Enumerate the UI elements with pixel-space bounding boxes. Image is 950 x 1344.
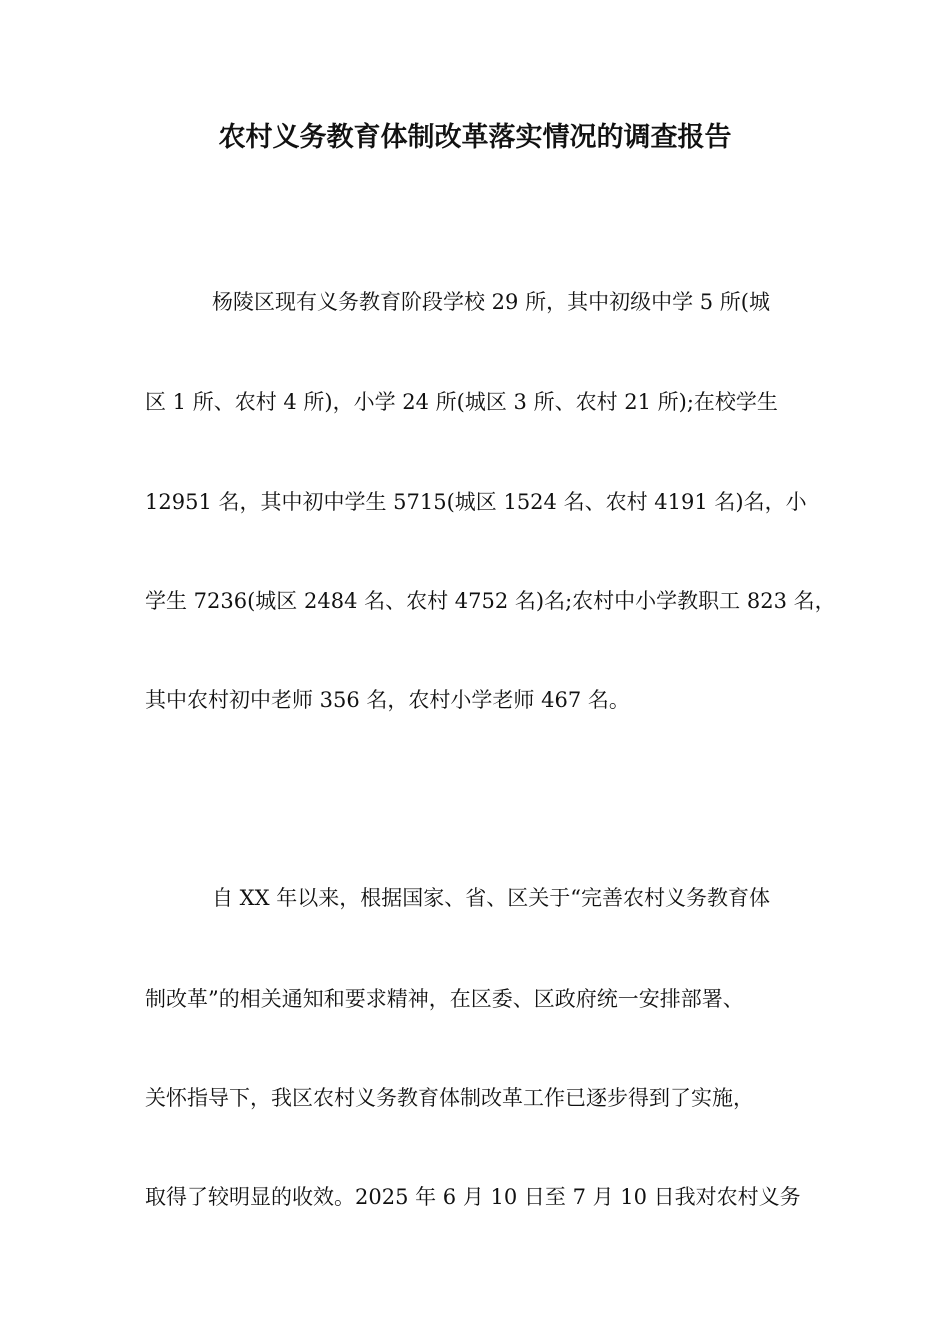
paragraph-line: 区 1 所、农村 4 所)，小学 24 所(城区 3 所、农村 21 所);在校学生 [145,390,778,414]
paragraph-line: 其中农村初中老师 356 名，农村小学老师 467 名。 [145,688,630,712]
paragraph-line: 关怀指导下，我区农村义务教育体制改革工作已逐步得到了实施， [145,1086,754,1110]
paragraph-line: 自 XX 年以来，根据国家、省、区关于“完善农村义务教育体 [212,886,770,910]
paragraph-line: 取得了较明显的收效。2025 年 6 月 10 日至 7 月 10 日我对农村义务 [145,1185,801,1209]
paragraph-line: 12951 名，其中初中学生 5715(城区 1524 名、农村 4191 名)名，小 [145,490,807,514]
paragraph-line: 制改革”的相关通知和要求精神，在区委、区政府统一安排部署、 [145,987,744,1011]
document-title: 农村义务教育体制改革落实情况的调查报告 [218,122,732,153]
paragraph-line: 学生 7236(城区 2484 名、农村 4752 名)名;农村中小学教职工 823 名， [145,589,836,613]
paragraph-line: 杨陵区现有义务教育阶段学校 29 所，其中初级中学 5 所(城 [212,290,770,314]
